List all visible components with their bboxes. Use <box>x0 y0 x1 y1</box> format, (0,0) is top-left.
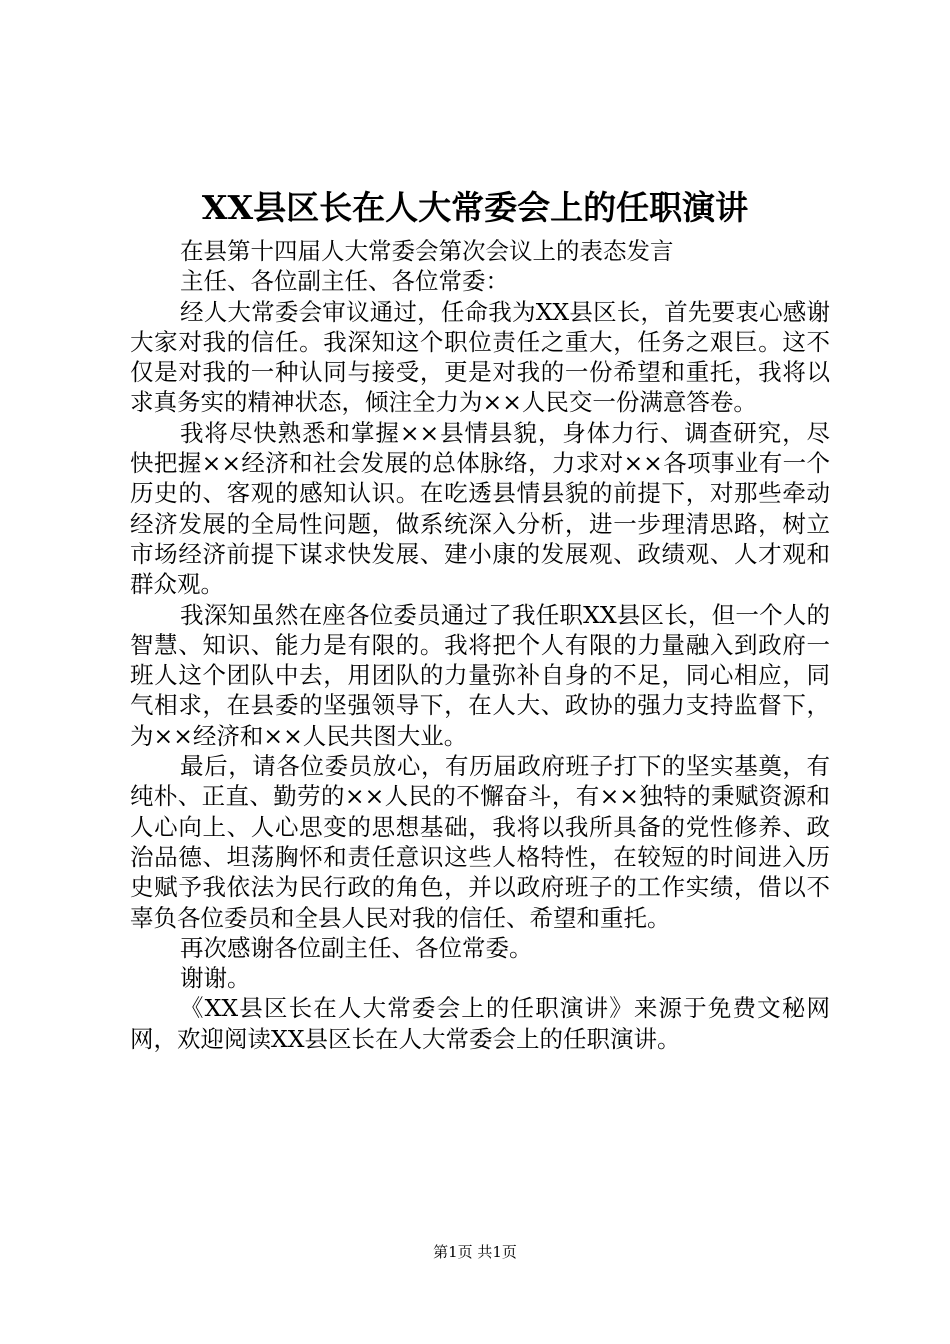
document-body <box>130 236 830 1054</box>
paragraph-teamwork: 我深知虽然在座各位委员通过了我任职XX县区长，但一个人的智慧、知识、能力是有限的。我将把个人有限的力量融入到政府一班人这个团队中去，用团队的力量弥补自身的不足，同心相应，同气相求，在县委的坚强领导下，在人大、政协的强力支持监督下，为××经济和××人民共图大业。 <box>130 600 830 750</box>
document-title: XX县区长在人大常委会上的任职演讲 <box>201 188 749 227</box>
page-number-footer: 第1页 共1页 <box>433 1243 517 1261</box>
salutation: 主任、各位副主任、各位常委： <box>180 267 509 296</box>
thank-you: 谢谢。 <box>180 964 251 993</box>
paragraph-appointment: 经人大常委会审议通过，任命我为XX县区长，首先要衷心感谢大家对我的信任。我深知这个职位责任之重大，任务之艰巨。这不仅是对我的一种认同与接受，更是对我的一份希望和重托，我将以求真务实的精神状态，倾注全力为××人民交一份满意答卷。 <box>130 297 830 417</box>
paragraph-closing-pledge: 最后，请各位委员放心，有历届政府班子打下的坚实基奠，有纯朴、正直、勤劳的××人民的不懈奋斗，有××独特的秉赋资源和人心向上、人心思变的思想基础，我将以我所具备的党性修养、政治品德、坦荡胸怀和责任意识这些人格特性，在较短的时间进入历史赋予我依法为民行政的角色，并以政府班子的工作实绩，借以不辜负各位委员和全县人民对我的信任、希望和重托。 <box>130 752 830 932</box>
thanks-line: 再次感谢各位副主任、各位常委。 <box>180 933 533 962</box>
speech-occasion-line: 在县第十四届人大常委会第次会议上的表态发言 <box>180 237 674 265</box>
paragraph-familiarize: 我将尽快熟悉和掌握××县情县貌，身体力行、调查研究，尽快把握××经济和社会发展的总体脉络，力求对××各项事业有一个历史的、客观的感知认识。在吃透县情县貌的前提下，对那些牵动经济发展的全局性问题，做系统深入分析，进一步理清思路，树立市场经济前提下谋求快发展、建小康的发展观、政绩观、人才观和群众观。 <box>130 418 830 599</box>
source-note: 《XX县区长在人大常委会上的任职演讲》来源于免费文秘网网，欢迎阅读XX县区长在人大常委会上的任职演讲。 <box>130 994 830 1053</box>
